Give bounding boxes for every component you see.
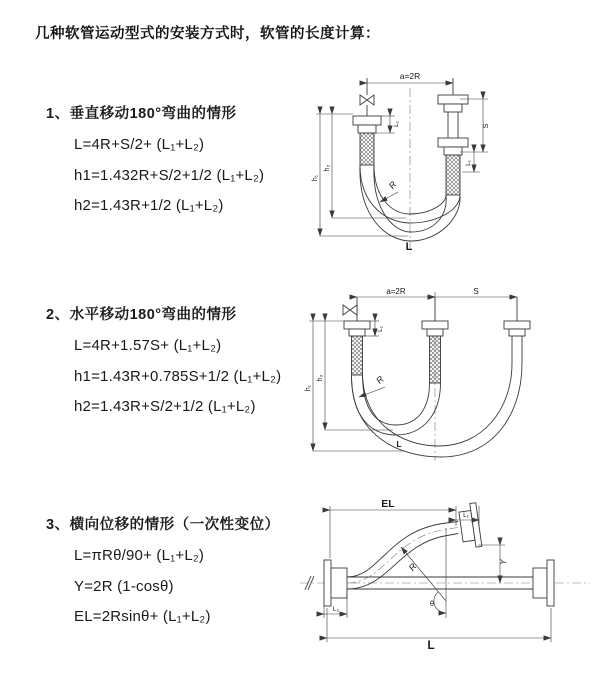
section-vertical-180	[46, 102, 346, 222]
middle-pipe-assembly	[422, 297, 448, 383]
right-pipe-assembly	[438, 78, 468, 195]
dim-label-l: L	[396, 439, 402, 449]
dim-label-l1-left: L₁	[393, 121, 400, 127]
flange	[344, 321, 370, 329]
dim-label-h2: h₂	[324, 164, 331, 172]
braided-hose-leg	[360, 133, 374, 165]
fitting	[509, 329, 525, 336]
flange	[324, 560, 331, 606]
dimension-el	[330, 498, 456, 558]
dim-label-el: EL	[381, 498, 395, 510]
fitting	[444, 147, 462, 155]
flange	[504, 321, 530, 329]
dim-label-l2: L₂	[332, 606, 340, 613]
fitting	[533, 568, 547, 598]
fitting	[358, 125, 376, 133]
dimension-stroke-s	[460, 99, 490, 172]
flange	[422, 321, 448, 329]
formula-line: h2=1.43R+1/2 (L₁+L₂)	[74, 197, 224, 214]
right-pipe-assembly	[504, 297, 530, 363]
dim-label-l: L	[427, 638, 435, 652]
hose-displaced-position	[347, 503, 482, 589]
fitting	[427, 329, 443, 336]
dim-label-r: R	[406, 561, 419, 573]
braided-hose-leg	[446, 155, 460, 195]
left-flange	[324, 560, 347, 606]
dimension-length	[327, 608, 551, 652]
formula-line: h2=1.43R+S/2+1/2 (L₁+L₂)	[74, 398, 256, 415]
formula-line: h1=1.43R+0.785S+1/2 (L₁+L₂)	[74, 367, 282, 385]
fitting	[331, 568, 347, 598]
dim-label-h1: h₁	[305, 384, 312, 392]
fitting	[349, 329, 365, 336]
section-1-heading: 1、垂直移动180°弯曲的情形	[46, 106, 237, 122]
formula-line: EL=2Rsinθ+ (L₁+L₂)	[74, 608, 211, 625]
dim-label-h2: h₂	[317, 374, 324, 382]
dimension-top-span	[367, 71, 453, 83]
dim-label-l1: L₁	[463, 512, 469, 519]
fitting	[444, 104, 462, 112]
diagram-lateral-displacement	[298, 498, 598, 653]
dim-label-r: R	[374, 374, 386, 386]
dim-label-s: S	[481, 123, 490, 129]
formula-line: Y=2R (1-cosθ)	[74, 577, 174, 595]
formula-line: L=4R+1.57S+ (L₁+L₂)	[74, 337, 222, 354]
right-flange	[533, 560, 554, 606]
section-horizontal-180	[46, 303, 346, 423]
page-title: 几种软管运动型式的安装方式时，软管的长度计算：	[35, 26, 380, 42]
formula-line: L=4R+S/2+ (L₁+L₂)	[74, 136, 205, 153]
dimension-top-span	[357, 287, 517, 302]
dim-label-theta: θ	[429, 599, 435, 608]
dim-label-l: L	[405, 241, 413, 253]
diagram-horizontal-180-bend	[303, 283, 593, 468]
dim-label-h1: h₁	[312, 174, 319, 182]
left-pipe-assembly	[353, 78, 381, 165]
flange	[438, 138, 468, 147]
flange	[438, 95, 468, 104]
braided-hose-leg	[352, 336, 363, 375]
flange	[547, 560, 554, 606]
dim-label-a2r: a=2R	[386, 287, 406, 296]
dim-label-r: R	[386, 179, 399, 191]
dim-label-a2r: a=2R	[399, 71, 421, 81]
formula-line: L=πRθ/90+ (L₁+L₂)	[74, 547, 205, 564]
section-3-heading: 3、横向位移的情形（一次性变位）	[46, 517, 280, 533]
upper-flange	[458, 503, 482, 549]
section-2-heading: 2、水平移动180°弯曲的情形	[46, 307, 237, 323]
dim-label-y: Y	[498, 559, 508, 565]
dim-label-l1-right: L₁	[465, 160, 472, 166]
valve-icon	[343, 305, 357, 315]
angle-construction	[401, 528, 446, 618]
valve-icon	[360, 95, 374, 105]
diagram-vertical-180-bend	[308, 66, 593, 261]
dim-label-s: S	[473, 287, 479, 296]
braided-hose-leg	[430, 336, 441, 383]
formula-line: h1=1.432R+S/2+1/2 (L₁+L₂)	[74, 166, 265, 184]
dim-label-l1: L₁	[377, 326, 384, 332]
flange	[353, 116, 381, 125]
